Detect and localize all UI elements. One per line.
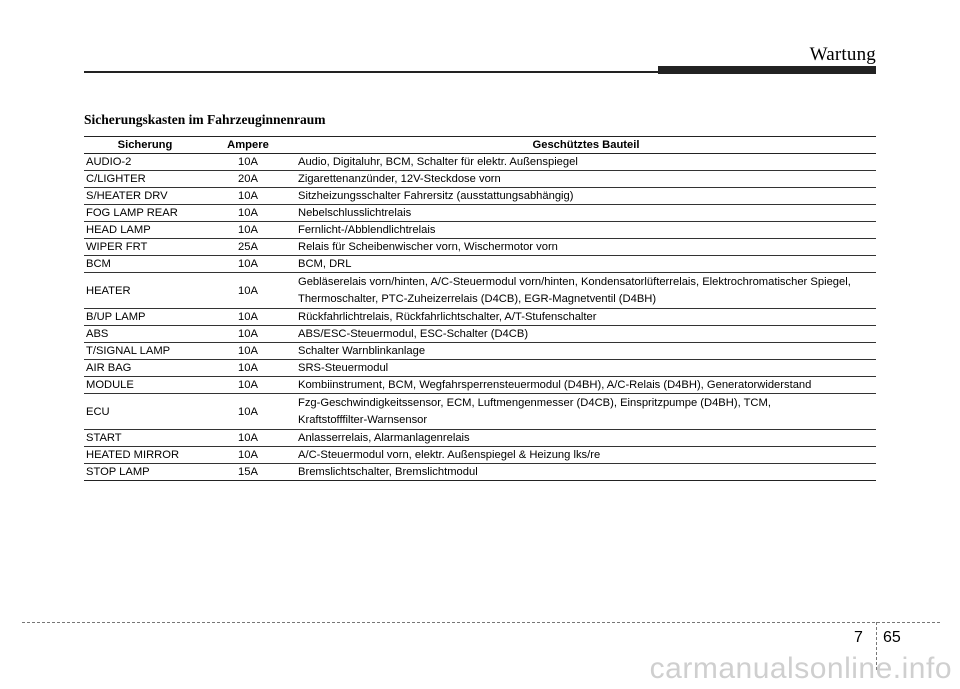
- table-row: [84, 447, 876, 464]
- table-row: [84, 256, 876, 273]
- component-cell: ABS/ESC-Steuermodul, ESC-Schalter (D4CB): [290, 326, 876, 343]
- ampere-cell: 10A: [206, 188, 290, 205]
- fuse-name-cell: B/UP LAMP: [84, 309, 206, 326]
- table-header-row: [84, 137, 876, 154]
- table-row: [84, 360, 876, 377]
- ampere-cell: 10A: [206, 273, 290, 309]
- ampere-cell: 10A: [206, 154, 290, 171]
- component-line: Thermoschalter, PTC-Zuheizerrelais (D4CB), EGR-Magnetventil (D4BH): [298, 293, 657, 305]
- ampere-cell: 10A: [206, 256, 290, 273]
- header-rule-thick: [658, 66, 876, 74]
- ampere-cell: 10A: [206, 326, 290, 343]
- ampere-cell: 10A: [206, 394, 290, 430]
- component-cell: Fernlicht-/Abblendlichtrelais: [290, 222, 876, 239]
- table-row: [84, 394, 876, 430]
- chapter-header-title: Wartung: [809, 44, 876, 65]
- fuse-name-cell: ABS: [84, 326, 206, 343]
- watermark-text: carmanualsonline.info: [649, 652, 952, 685]
- component-cell: BCM, DRL: [290, 256, 876, 273]
- fuse-name-cell: WIPER FRT: [84, 239, 206, 256]
- component-cell: Relais für Scheibenwischer vorn, Wischermotor vorn: [290, 239, 876, 256]
- ampere-cell: 10A: [206, 360, 290, 377]
- fuse-name-cell: MODULE: [84, 377, 206, 394]
- footer-dashed-rule: [22, 622, 940, 623]
- ampere-cell: 10A: [206, 430, 290, 447]
- fuse-name-cell: BCM: [84, 256, 206, 273]
- fuse-table: [84, 136, 876, 481]
- ampere-cell: 10A: [206, 447, 290, 464]
- table-row: [84, 326, 876, 343]
- chapter-number: 7: [854, 629, 863, 646]
- table-row: [84, 430, 876, 447]
- fuse-name-cell: FOG LAMP REAR: [84, 205, 206, 222]
- component-line: Gebläserelais vorn/hinten, A/C-Steuermodul vorn/hinten, Kondensatorlüfterrelais, Elektrochromatischer Spiegel,: [298, 276, 851, 288]
- table-row: [84, 205, 876, 222]
- table-row: [84, 188, 876, 205]
- ampere-cell: 10A: [206, 343, 290, 360]
- fuse-name-cell: HEAD LAMP: [84, 222, 206, 239]
- component-cell: Nebelschlusslichtrelais: [290, 205, 876, 222]
- table-row: [84, 377, 876, 394]
- component-cell: Kombiinstrument, BCM, Wegfahrsperrensteuermodul (D4BH), A/C-Relais (D4BH), Generatorwiderstand: [290, 377, 876, 394]
- component-line: Kraftstofffilter-Warnsensor: [298, 414, 428, 426]
- column-header-ampere: Ampere: [206, 137, 290, 154]
- ampere-cell: 10A: [206, 205, 290, 222]
- fuse-name-cell: S/HEATER DRV: [84, 188, 206, 205]
- fuse-name-cell: START: [84, 430, 206, 447]
- component-cell: Rückfahrlichtrelais, Rückfahrlichtschalter, A/T-Stufenschalter: [290, 309, 876, 326]
- ampere-cell: 20A: [206, 171, 290, 188]
- table-row: [84, 343, 876, 360]
- section-title: Sicherungskasten im Fahrzeuginnenraum: [84, 112, 326, 127]
- fuse-name-cell: AIR BAG: [84, 360, 206, 377]
- component-cell: Anlasserrelais, Alarmanlagenrelais: [290, 430, 876, 447]
- fuse-name-cell: STOP LAMP: [84, 464, 206, 481]
- column-header-component: Geschütztes Bauteil: [290, 137, 876, 154]
- component-cell: [290, 394, 876, 430]
- component-cell: A/C-Steuermodul vorn, elektr. Außenspiegel & Heizung lks/re: [290, 447, 876, 464]
- table-row: [84, 154, 876, 171]
- component-cell: Bremslichtschalter, Bremslichtmodul: [290, 464, 876, 481]
- table-row: [84, 222, 876, 239]
- fuse-name-cell: AUDIO-2: [84, 154, 206, 171]
- component-cell: Audio, Digitaluhr, BCM, Schalter für elektr. Außenspiegel: [290, 154, 876, 171]
- column-header-fuse: Sicherung: [84, 137, 206, 154]
- ampere-cell: 10A: [206, 377, 290, 394]
- fuse-name-cell: ECU: [84, 394, 206, 430]
- component-line: Fzg-Geschwindigkeitssensor, ECM, Luftmengenmesser (D4CB), Einspritzpumpe (D4BH), TCM,: [298, 397, 771, 409]
- fuse-name-cell: HEATER: [84, 273, 206, 309]
- ampere-cell: 25A: [206, 239, 290, 256]
- fuse-name-cell: T/SIGNAL LAMP: [84, 343, 206, 360]
- fuse-name-cell: HEATED MIRROR: [84, 447, 206, 464]
- component-cell: Sitzheizungsschalter Fahrersitz (ausstattungsabhängig): [290, 188, 876, 205]
- component-cell: [290, 273, 876, 309]
- table-row: [84, 273, 876, 309]
- component-cell: Schalter Warnblinkanlage: [290, 343, 876, 360]
- table-row: [84, 464, 876, 481]
- table-row: [84, 309, 876, 326]
- ampere-cell: 10A: [206, 309, 290, 326]
- component-cell: Zigarettenanzünder, 12V-Steckdose vorn: [290, 171, 876, 188]
- ampere-cell: 10A: [206, 222, 290, 239]
- header-rule-thin: [84, 71, 660, 73]
- table-row: [84, 171, 876, 188]
- table-row: [84, 239, 876, 256]
- fuse-name-cell: C/LIGHTER: [84, 171, 206, 188]
- ampere-cell: 15A: [206, 464, 290, 481]
- component-cell: SRS-Steuermodul: [290, 360, 876, 377]
- page-number: 65: [883, 629, 901, 646]
